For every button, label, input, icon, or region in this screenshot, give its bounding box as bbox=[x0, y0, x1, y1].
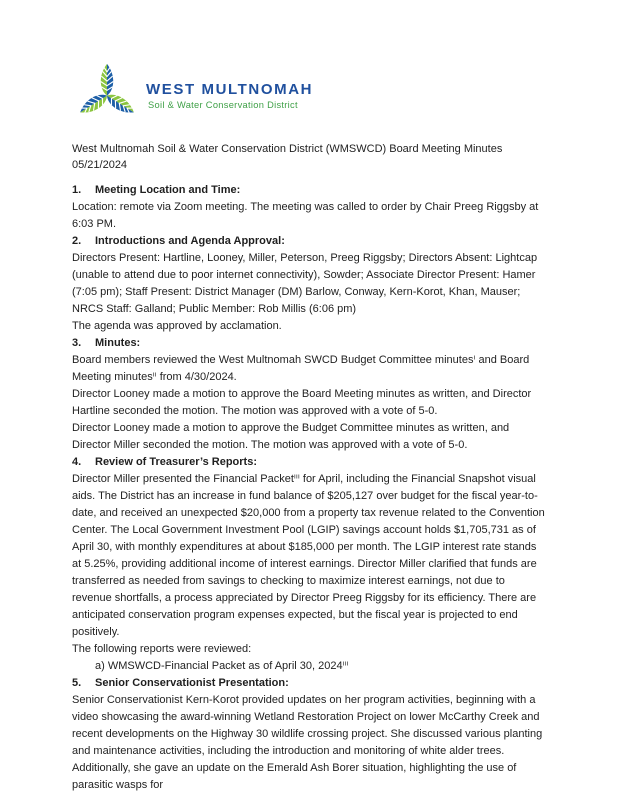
document-title: West Multnomah Soil & Water Conservation District (WMSWCD) Board Meeting Minutes 05/21/2024 bbox=[72, 143, 503, 171]
paragraph: Director Miller presented the Financial Packetⁱⁱⁱ for April, including the Financial Snapshot visual aids. The District has an increase in fund balance of $205,127 over budget for the fiscal year-to-date, and received an unexpected $20,000 from a property tax revenue related to the Convention Center. The Local Government Investment Pool (LGIP) savings account holds $1,705,731 as of April 30, with monthly expenditures at about $185,000 per month. The LGIP interest rate stands at 5.25%, providing additional income of interest earnings. Director Miller clarified that funds are transferred as needed from savings to checking to maximize interest earnings, not due to revenue shortfalls, a process appreciated by Director Preeg Riggsby for its efficiency. There are anticipated conservation program expenses expected, but the fiscal year is projected to end positively. bbox=[72, 473, 545, 638]
section-heading-treasurers-reports bbox=[72, 454, 545, 471]
logo-subtitle: Soil & Water Conservation District bbox=[148, 99, 298, 110]
section-number: 5. bbox=[72, 677, 82, 689]
paragraph: The following reports were reviewed: bbox=[72, 643, 252, 655]
paragraph: Senior Conservationist Kern-Korot provided updates on her program activities, beginning with a video showcasing the award-winning Wetland Restoration Project on lower McCarthy Creek and recent developments on the Highway 30 wildlife crossing project. She discussed various planting and maintenance activities, including the introduction and monitoring of white alder trees. Additionally, she gave an update on the Emerald Ash Borer situation, highlighting the use of parasitic wasps for bbox=[72, 694, 543, 791]
section-number: 2. bbox=[72, 235, 82, 247]
section-heading-label: Minutes: bbox=[95, 337, 141, 349]
section-heading-minutes bbox=[72, 335, 545, 352]
logo bbox=[74, 55, 545, 123]
section-heading-label: Review of Treasurer’s Reports: bbox=[95, 456, 258, 468]
logo-text bbox=[146, 82, 313, 110]
section-heading-introductions bbox=[72, 233, 545, 250]
section-heading-label: Senior Conservationist Presentation: bbox=[95, 677, 289, 689]
section-heading-meeting-location bbox=[72, 182, 545, 199]
paragraph: Board members reviewed the West Multnomah SWCD Budget Committee minutesⁱ and Board Meeting minutesⁱⁱ from 4/30/2024. bbox=[72, 354, 530, 383]
paragraph: The agenda was approved by acclamation. bbox=[72, 320, 282, 332]
paragraph: Directors Present: Hartline, Looney, Miller, Peterson, Preeg Riggsby; Directors Absent: Lightcap (unable to attend due to poor internet connectivity), Sowder; Associate Director Present: Hamer (7:05 pm); Staff Present: District Manager (DM) Barlow, Conway, Kern-Korot, Khan, Mauser; NRCS Staff: Galland; Public Member: Rob Millis (6:06 pm) bbox=[72, 252, 538, 315]
section-number: 3. bbox=[72, 337, 82, 349]
section-heading-label: Meeting Location and Time: bbox=[95, 184, 241, 196]
paragraph: Director Looney made a motion to approve the Board Meeting minutes as written, and Director Hartline seconded the motion. The motion was approved with a vote of 5-0. bbox=[72, 388, 532, 417]
three-leaves-icon bbox=[74, 56, 140, 122]
paragraph: Director Looney made a motion to approve the Budget Committee minutes as written, and Director Miller seconded the motion. The motion was approved with a vote of 5-0. bbox=[72, 422, 510, 451]
report-list-item: a) WMSWCD-Financial Packet as of April 30, 2024ⁱⁱⁱ bbox=[95, 660, 349, 672]
paragraph: Location: remote via Zoom meeting. The meeting was called to order by Chair Preeg Riggsby at 6:03 PM. bbox=[72, 201, 539, 230]
section-heading-senior-conservationist bbox=[72, 675, 545, 692]
logo-name: WEST MULTNOMAH bbox=[146, 81, 314, 99]
section-number: 1. bbox=[72, 184, 82, 196]
section-heading-label: Introductions and Agenda Approval: bbox=[95, 235, 285, 247]
section-number: 4. bbox=[72, 456, 82, 468]
